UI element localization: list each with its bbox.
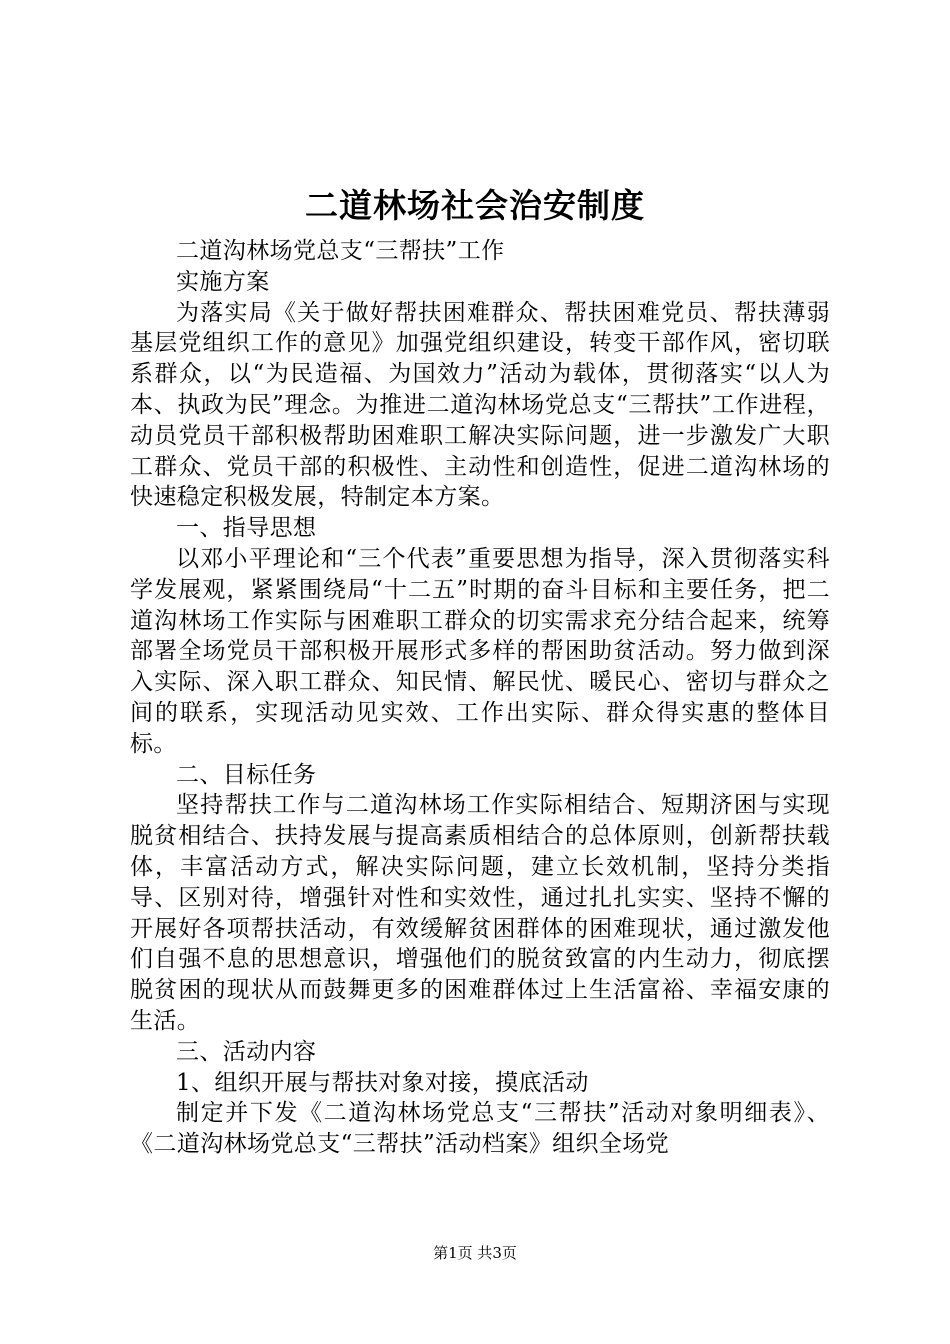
section-heading-guiding-thought: 一、指导思想 <box>176 515 317 542</box>
paragraph-goals: 坚持帮扶工作与二道沟林场工作实际相结合、短期济困与实现脱贫相结合、扶持发展与提高素质相结合的总体原则，创新帮扶载体，丰富活动方式，解决实际问题，建立长效机制，坚持分类指导、区别对待，增强针对性和实效性，通过扎扎实实、坚持不懈的开展好各项帮扶活动，有效缓解贫困群体的困难现状，通过激发他们自强不息的思想意识，增强他们的脱贫致富的内生动力，彻底摆脱贫困的现状从而鼓舞更多的困难群体过上生活富裕、幸福安康的生活。 <box>130 792 830 1034</box>
paragraph-guiding-thought: 以邓小平理论和“三个代表”重要思想为指导，深入贯彻落实科学发展观，紧紧围绕局“十二五”时期的奋斗目标和主要任务，把二道沟林场工作实际与困难职工群众的切实需求充分结合起来，统筹部署全场党员干部积极开展形式多样的帮困助贫活动。努力做到深入实际、深入职工群众、知民情、解民忧、暖民心、密切与群众之间的联系，实现活动见实效、工作出实际、群众得实惠的整体目标。 <box>130 545 830 757</box>
document-body <box>130 236 830 1160</box>
section-heading-goals: 二、目标任务 <box>176 761 317 788</box>
section-heading-activities: 三、活动内容 <box>176 1038 317 1065</box>
paragraph-activity-1: 制定并下发《二道沟林场党总支“三帮扶”活动对象明细表》、《二道沟林场党总支“三帮扶”活动档案》组织全场党 <box>130 1100 830 1158</box>
page-footer: 第1页 共3页 <box>433 1244 517 1262</box>
paragraph-heading-line-2: 实施方案 <box>176 268 270 295</box>
paragraph-heading-line-1: 二道沟林场党总支“三帮扶”工作 <box>176 238 505 264</box>
subsection-heading-activity-1: 1、组织开展与帮扶对象对接，摸底活动 <box>176 1069 589 1096</box>
paragraph-intro: 为落实局《关于做好帮扶困难群众、帮扶困难党员、帮扶薄弱基层党组织工作的意见》加强党组织建设，转变干部作风，密切联系群众，以“为民造福、为国效力”活动为载体，贯彻落实“以人为本、执政为民”理念。为推进二道沟林场党总支“三帮扶”工作进程，动员党员干部积极帮助困难职工解决实际问题，进一步激发广大职工群众、党员干部的积极性、主动性和创造性，促进二道沟林场的快速稳定积极发展，特制定本方案。 <box>130 299 830 511</box>
document-title: 二道林场社会治安制度 <box>305 186 645 225</box>
